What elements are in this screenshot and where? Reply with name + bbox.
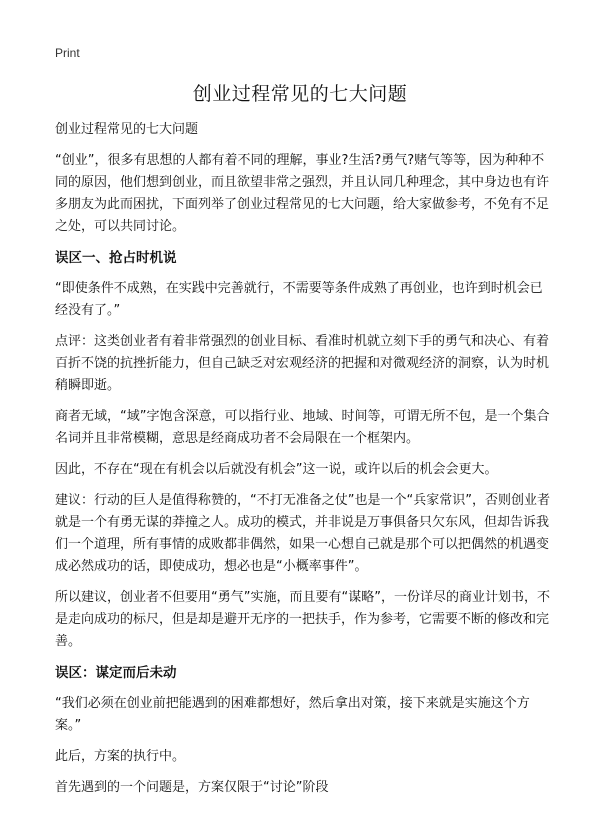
section-heading-1: 误区一、抢占时机说 xyxy=(55,250,177,266)
section1-paragraph-2: 因此，不存在“现在有机会以后就没有机会”这一说，或许以后的机会会更大。 xyxy=(55,462,498,477)
intro-paragraph: “创业”，很多有思想的人都有着不同的理解，事业?生活?勇气?赌气等等，因为种种不同的原因，他们想到创业，而且欲望非常之强烈，并且认同几种理念，其中身边也有许多朋友为此而困扰，下面列举了创业过程常见的七大问题，给大家做参考，不免有不足之处，可以共同讨论。 xyxy=(55,153,550,234)
section1-advice: 建议：行动的巨人是值得称赞的，“不打无准备之仗”也是一个“兵家常识”，否则创业者就是一个有勇无谋的莽撞之人。成功的模式，并非说是万事俱备只欠东风，但却告诉我们一个道理，所有事情的成败都非偶然，如果一心想自己就是那个可以把偶然的机遇变成必然成功的话，即使成功，想必也是“小概率事件”。 xyxy=(55,493,550,574)
section1-comment: 点评：这类创业者有着非常强烈的创业目标、看准时机就立刻下手的勇气和决心、有着百折不饶的抗挫折能力，但自己缺乏对宏观经济的把握和对微观经济的洞察，认为时机稍瞬即逝。 xyxy=(55,334,550,393)
section1-quote: “即使条件不成熟，在实践中完善就行，不需要等条件成熟了再创业，也许到时机会已经没有了。” xyxy=(55,281,543,318)
section1-paragraph-1: 商者无域，“域”字饱含深意，可以指行业、地域、时间等，可谓无所不包，是一个集合名词并且非常模糊，意思是经商成功者不会局限在一个框架内。 xyxy=(55,409,550,446)
section2-paragraph-1: 此后，方案的执行中。 xyxy=(55,749,186,764)
section2-paragraph-2: 首先遇到的一个问题是，方案仅限于“讨论”阶段 xyxy=(55,780,329,795)
print-link[interactable]: Print xyxy=(55,46,80,60)
article-body xyxy=(55,119,555,808)
section-heading-2: 误区：谋定而后未动 xyxy=(55,665,177,681)
section2-quote: “我们必须在创业前把能遇到的困难都想好，然后拿出对策，接下来就是实施这个方案。” xyxy=(55,696,530,733)
section1-suggestion: 所以建议，创业者不但要用“勇气”实施，而且要有“谋略”，一份详尽的商业计划书，不是走向成功的标尺，但是却是避开无序的一把扶手，作为参考，它需要不断的修改和完善。 xyxy=(55,590,550,649)
page-title: 创业过程常见的七大问题 xyxy=(192,83,408,105)
article-subtitle: 创业过程常见的七大问题 xyxy=(55,122,199,137)
